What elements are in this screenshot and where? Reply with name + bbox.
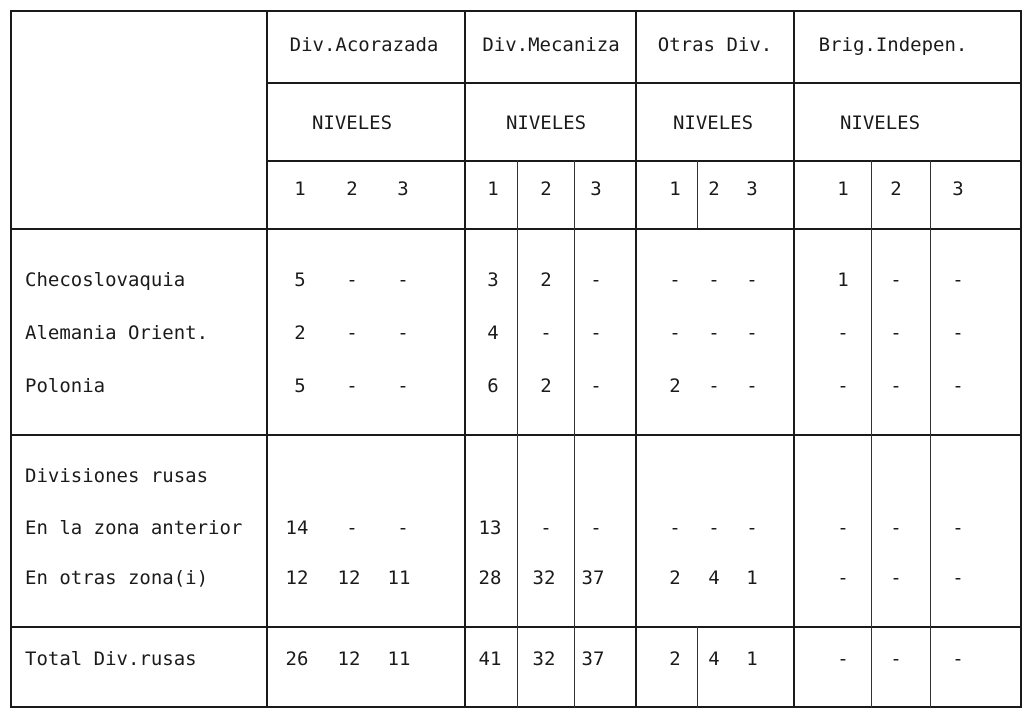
level-number: 3 bbox=[952, 178, 964, 200]
level-number: 1 bbox=[294, 178, 306, 200]
cell: - bbox=[397, 269, 409, 291]
total-cell: 26 bbox=[285, 648, 309, 670]
level-number: 2 bbox=[540, 178, 552, 200]
total-cell: 2 bbox=[669, 648, 681, 670]
cell: - bbox=[837, 375, 849, 397]
cell: - bbox=[708, 517, 720, 539]
cell: 2 bbox=[669, 567, 681, 589]
cell: - bbox=[397, 375, 409, 397]
cell: 28 bbox=[478, 567, 502, 589]
cell: - bbox=[837, 567, 849, 589]
cell: - bbox=[890, 567, 902, 589]
cell: - bbox=[952, 322, 964, 344]
total-cell: 37 bbox=[581, 648, 605, 670]
level-number: 2 bbox=[708, 178, 720, 200]
total-cell: 4 bbox=[708, 648, 720, 670]
total-cell: - bbox=[837, 648, 849, 670]
total-cell: 12 bbox=[337, 648, 361, 670]
cell: - bbox=[590, 517, 602, 539]
total-cell: - bbox=[952, 648, 964, 670]
niveles-label: NIVELES bbox=[311, 112, 393, 134]
cell: 1 bbox=[837, 269, 849, 291]
cell: - bbox=[346, 517, 358, 539]
cell: 37 bbox=[581, 567, 605, 589]
rule-group-2 bbox=[464, 10, 466, 708]
header-group-otras: Otras Div. bbox=[657, 34, 773, 56]
cell: - bbox=[397, 322, 409, 344]
cell: 4 bbox=[708, 567, 720, 589]
cell: - bbox=[837, 322, 849, 344]
total-cell: 41 bbox=[478, 648, 502, 670]
cell: 12 bbox=[285, 567, 309, 589]
row-label: Checoslovaquia bbox=[25, 269, 186, 291]
cell: - bbox=[890, 322, 902, 344]
rule-under-niveles bbox=[268, 160, 1022, 162]
row-label: En otras zona(i) bbox=[25, 567, 209, 589]
level-number: 1 bbox=[669, 178, 681, 200]
level-number: 2 bbox=[890, 178, 902, 200]
level-number: 2 bbox=[346, 178, 358, 200]
cell: 14 bbox=[285, 517, 309, 539]
cell: 3 bbox=[487, 269, 499, 291]
cell: - bbox=[746, 269, 758, 291]
cell: 2 bbox=[669, 375, 681, 397]
cell: - bbox=[346, 269, 358, 291]
cell: - bbox=[890, 517, 902, 539]
cell: - bbox=[346, 322, 358, 344]
row-label: Alemania Orient. bbox=[25, 322, 209, 344]
cell: 4 bbox=[487, 322, 499, 344]
cell: 1 bbox=[746, 567, 758, 589]
cell: 5 bbox=[294, 375, 306, 397]
cell: - bbox=[708, 269, 720, 291]
niveles-label: NIVELES bbox=[672, 112, 754, 134]
cell: - bbox=[746, 517, 758, 539]
rule-brig-sub-2 bbox=[930, 160, 931, 708]
cell: - bbox=[590, 375, 602, 397]
rule-label-column bbox=[266, 10, 268, 708]
cell: - bbox=[346, 375, 358, 397]
cell: 2 bbox=[540, 269, 552, 291]
level-number: 1 bbox=[487, 178, 499, 200]
cell: 12 bbox=[337, 567, 361, 589]
cell: 5 bbox=[294, 269, 306, 291]
cell: - bbox=[952, 375, 964, 397]
rule-mec-sub-1 bbox=[517, 160, 518, 708]
row-label: En la zona anterior bbox=[25, 517, 243, 539]
cell: 6 bbox=[487, 375, 499, 397]
cell: 13 bbox=[478, 517, 502, 539]
header-group-brigadas: Brig.Indepen. bbox=[818, 34, 968, 56]
cell: - bbox=[890, 269, 902, 291]
rule-otras-sub-1 bbox=[697, 160, 698, 228]
rule-otras-sub-1b bbox=[697, 626, 698, 708]
level-number: 3 bbox=[746, 178, 758, 200]
cell: 32 bbox=[532, 567, 556, 589]
cell: - bbox=[952, 567, 964, 589]
cell: - bbox=[708, 322, 720, 344]
row-label: Divisiones rusas bbox=[25, 465, 209, 487]
cell: - bbox=[397, 517, 409, 539]
cell: - bbox=[837, 517, 849, 539]
cell: 11 bbox=[387, 567, 411, 589]
rule-brig-sub-1 bbox=[871, 160, 872, 708]
cell: - bbox=[540, 517, 552, 539]
niveles-label: NIVELES bbox=[505, 112, 587, 134]
cell: - bbox=[890, 375, 902, 397]
niveles-label: NIVELES bbox=[839, 112, 921, 134]
header-group-mecaniza: Div.Mecaniza bbox=[482, 34, 620, 56]
cell: - bbox=[708, 375, 720, 397]
rule-group-3 bbox=[635, 10, 637, 708]
total-cell: - bbox=[890, 648, 902, 670]
cell: - bbox=[952, 269, 964, 291]
total-cell: 11 bbox=[387, 648, 411, 670]
cell: - bbox=[590, 322, 602, 344]
cell: 2 bbox=[294, 322, 306, 344]
cell: 2 bbox=[540, 375, 552, 397]
header-group-acorazada: Div.Acorazada bbox=[289, 34, 439, 56]
cell: - bbox=[952, 517, 964, 539]
cell: - bbox=[746, 375, 758, 397]
rule-mec-sub-2 bbox=[574, 160, 575, 708]
cell: - bbox=[746, 322, 758, 344]
rule-left bbox=[10, 10, 12, 708]
rule-top bbox=[10, 10, 1022, 12]
level-number: 3 bbox=[397, 178, 409, 200]
total-cell: 1 bbox=[746, 648, 758, 670]
cell: - bbox=[669, 322, 681, 344]
row-label: Total Div.rusas bbox=[25, 648, 197, 670]
level-number: 3 bbox=[590, 178, 602, 200]
cell: - bbox=[669, 517, 681, 539]
cell: - bbox=[669, 269, 681, 291]
rule-group-4 bbox=[793, 10, 795, 708]
rule-under-groups bbox=[268, 82, 1022, 84]
cell: - bbox=[590, 269, 602, 291]
cell: - bbox=[540, 322, 552, 344]
row-label: Polonia bbox=[25, 375, 106, 397]
rule-right bbox=[1020, 10, 1022, 708]
total-cell: 32 bbox=[532, 648, 556, 670]
level-number: 1 bbox=[837, 178, 849, 200]
